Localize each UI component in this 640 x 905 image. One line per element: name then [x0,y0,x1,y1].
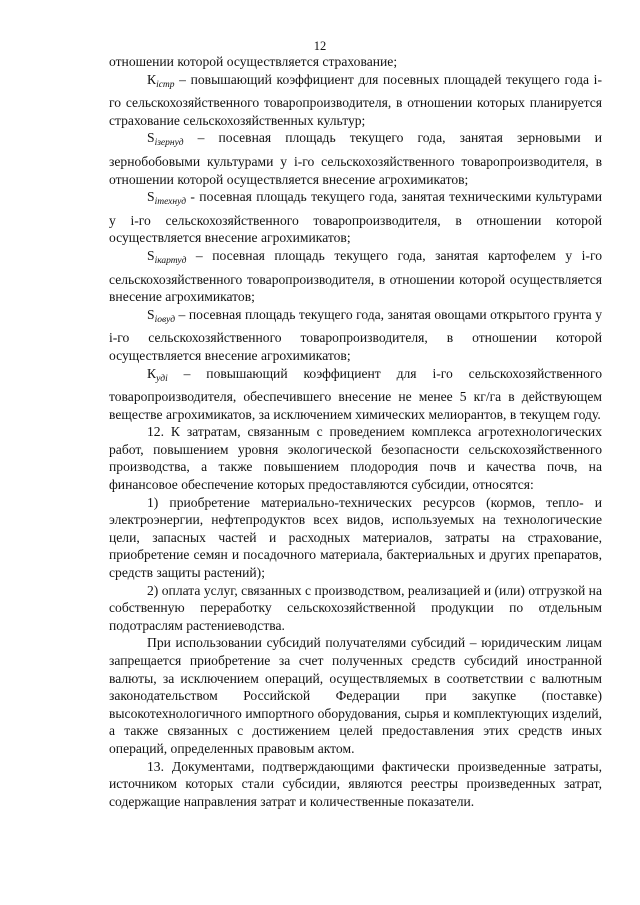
definition-s-izernud [109,129,602,188]
symbol: К [147,71,157,87]
definition-text: – повышающий коэффициент для посевных площадей текущего года i-го сельскохозяйственного товаропроизводителя, в отношении которых планируется страхование сельскохозяйственных культур; [109,71,602,128]
definition-text: – посевная площадь текущего года, занятая картофелем у i-го сельскохозяйственного товаропроизводителя, в отношении которой осуществляется внесение агрохимикатов; [109,247,602,305]
clause-13: 13. Документами, подтверждающими фактически произведенные затраты, источником которых стали субсидии, являются реестры произведенных затрат, содержащие направления затрат и количественные показатели. [109,758,602,809]
symbol-subscript: iстр [156,79,175,90]
definition-text: – посевная площадь текущего года, занятая овощами открытого грунта у i-го сельскохозяйственного товаропроизводителя, в отношении которой осуществляется внесение агрохимикатов; [109,306,602,363]
symbol-subscript: iзернуд [154,138,184,149]
definition-text: - посевная площадь текущего года, занятая техническими культурами у i-го сельскохозяйственного товаропроизводителя, в отношении которой осуществляется внесение агрохимикатов; [109,189,602,246]
document-body [109,53,602,810]
symbol-subscript: iкартуд [154,255,187,266]
symbol-subscript: iтехнуд [154,197,187,208]
clause-12-item-2: 2) оплата услуг, связанных с производством, реализацией и (или) отгрузкой на собственную переработку сельскохозяйственной продукции по отдельным подотраслям растениеводства. [109,582,602,633]
definition-s-iovud [109,306,602,365]
clause-12-item-1: 1) приобретение материально-технических ресурсов (кормов, тепло- и электроэнергии, нефтепродуктов всех видов, используемых на технологические цели, запасных частей и расходных материалов, затраты на страхование, приобретение семян и посадочного материала, бактериальных и других препаратов, средств защиты растений); [109,494,602,581]
definition-s-itehnud [109,188,602,247]
definition-text: – посевная площадь текущего года, занятая зерновыми и зернобобовыми культурами у i-го сельскохозяйственного товаропроизводителя, в отношении которой осуществляется внесение агрохимикатов; [109,130,602,187]
page-number: 12 [313,39,327,53]
symbol-subscript: удi [156,373,168,384]
symbol: S [147,130,155,146]
definition-s-ikartud [109,247,602,306]
symbol: S [147,306,155,322]
paragraph-continuation: отношении которой осуществляется страхование; [109,54,398,69]
definition-k-istr [109,71,602,130]
definition-text: – повышающий коэффициент для i-го сельскохозяйственного товаропроизводителя, обеспечившего внесение не менее 5 кг/га в действующем веществе агрохимикатов, за исключением химических мелиорантов, в текущем году. [109,365,602,422]
symbol: S [147,247,155,263]
definition-k-udi [109,365,602,424]
symbol-subscript: iовуд [154,314,176,325]
symbol: S [147,189,155,205]
clause-12: 12. К затратам, связанным с проведением комплекса агротехнологических работ, повышением уровня экологической безопасности сельскохозяйственного производства, а также повышением плодородия почв и качества почв, на финансовое обеспечение которых предоставляются субсидии, относятся: [109,424,602,493]
restriction-paragraph: При использовании субсидий получателями субсидий – юридическим лицам запрещается приобретение за счет полученных средств субсидий иностранной валюты, за исключением операций, осуществляемых в соответствии с валютным законодательством Российской Федерации при закупке (поставке) высокотехнологичного импортного оборудования, сырья и комплектующих изделий, а также связанных с достижением целей предоставления этих средств иных операций, определенных правовым актом. [109,635,602,756]
symbol: К [147,365,157,381]
